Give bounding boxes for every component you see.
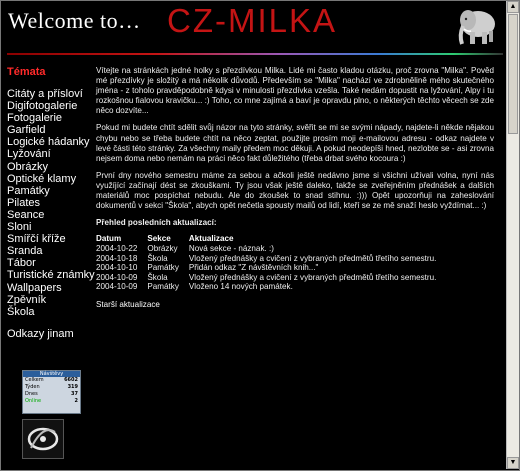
- counter-value: 319: [67, 384, 78, 390]
- counter-label: Online: [25, 398, 42, 404]
- counter-row: [23, 384, 80, 391]
- updates-title: Přehled posledních aktualizací:: [96, 218, 217, 228]
- counter-label: Týden: [25, 384, 40, 390]
- sidebar-item[interactable]: Lyžování: [7, 148, 51, 161]
- update-date: 2004-10-09: [96, 272, 138, 282]
- sidebar-item[interactable]: Fotogalerie: [7, 112, 63, 125]
- update-section: Památky: [147, 263, 179, 273]
- sidebar-item[interactable]: Logické hádanky: [7, 136, 90, 149]
- sidebar-item[interactable]: Smířčí kříže: [7, 233, 66, 246]
- table-row: [96, 254, 446, 264]
- updates-header-row: [96, 234, 446, 244]
- header-divider: [7, 53, 503, 55]
- update-date: 2004-10-22: [96, 243, 138, 253]
- scrollbar-thumb[interactable]: [508, 14, 518, 134]
- intro-paragraph: Vítejte na stránkách jedné holky s přezdívkou Milka. Lidé mi často kladou otázku, proč zrovna "Milka". Pověd mé přezdívky je složitý a má několik důvodů. Především se "Milka" nachází ve zdrobnělině mého skutečného jména - z toholo pravděpodobně kdysi v minulosti přezdívka vzešla. Také nedám dopustit na lyžování, Alpy i tu rozkošnou fialovou kravičku... :) Toho, co mne zajímá a baví je opravdu plno, o některých těchto věcech se zde něco dozvíte...: [96, 66, 494, 116]
- column-update: Aktualizace: [188, 234, 234, 244]
- update-date: 2004-10-09: [96, 282, 138, 292]
- counter-row: [23, 377, 80, 384]
- vertical-scrollbar[interactable]: [506, 1, 519, 469]
- sidebar-item[interactable]: Sloni: [7, 221, 32, 234]
- elephant-icon: [455, 2, 501, 46]
- sidebar-item[interactable]: Optické klamy: [7, 172, 77, 185]
- table-row: [96, 263, 446, 273]
- sidebar-item[interactable]: Sranda: [7, 245, 43, 258]
- counter-rows: [23, 377, 80, 405]
- scroll-up-arrow-icon[interactable]: ▲: [507, 1, 519, 13]
- welcome-heading: Welcome to…: [8, 8, 141, 33]
- sidebar-item[interactable]: Wallpapers: [7, 281, 62, 294]
- column-date: Datum: [96, 234, 122, 244]
- table-row: [96, 282, 446, 292]
- table-row: [96, 244, 446, 254]
- sidebar-item[interactable]: Zpěvník: [7, 293, 47, 306]
- sidebar-item[interactable]: Digifotogalerie: [7, 100, 78, 113]
- sidebar-item[interactable]: Seance: [7, 208, 45, 221]
- update-text: Vložený přednášky a cvičení z vybraných předmětů třetího semestru.: [188, 253, 437, 263]
- sidebar-item[interactable]: Obrázky: [7, 160, 48, 173]
- visitor-counter: [22, 370, 81, 414]
- counter-value: 6602: [64, 377, 78, 383]
- update-text: Nová sekce - náznak. :): [188, 243, 274, 253]
- sidebar-nav: [7, 88, 95, 318]
- column-section: Sekce: [147, 234, 171, 244]
- table-row: [96, 273, 446, 283]
- sidebar-item[interactable]: Pilates: [7, 196, 41, 209]
- main-content: [96, 66, 494, 310]
- counter-value: 2: [74, 398, 78, 404]
- counter-title: Návštěvy: [23, 371, 80, 377]
- counter-row: [23, 391, 80, 398]
- update-text: Přidán odkaz "Z návštěvních knih...": [188, 263, 319, 273]
- sidebar-item[interactable]: Památky: [7, 184, 50, 197]
- site-logo-icon[interactable]: [22, 419, 64, 459]
- sidebar-item[interactable]: Turistické známky: [7, 269, 95, 282]
- update-section: Škola: [147, 253, 168, 263]
- external-links-link[interactable]: Odkazy jinam: [7, 327, 74, 340]
- contact-paragraph: Pokud mi budete chtít sdělit svůj názor na tyto stránky, svěřit se mi se svými nápady, najdete-li někde nějakou chybu nebo se třeba budete chtít na něco zeptat, použijte prosím moji e-mailovou adresu - odkaz najdete v levé části této stránky. Za všechny maily předem moc děkuji. A pokud neodepíši hned, nezlobte se - asi zrovna nejsem doma nebo nemám na práci něco fakt důležitého (třeba drbat svého kocoura :): [96, 123, 494, 163]
- sidebar-item[interactable]: Tábor: [7, 257, 36, 270]
- update-section: Památky: [147, 282, 179, 292]
- updates-table: [96, 234, 446, 292]
- update-section: Škola: [147, 272, 168, 282]
- update-date: 2004-10-18: [96, 253, 138, 263]
- site-brand-title: CZ-MILKA: [167, 2, 338, 39]
- older-updates-link[interactable]: Starší aktualizace: [96, 299, 160, 309]
- counter-label: Dnes: [25, 391, 38, 397]
- counter-value: 37: [71, 391, 78, 397]
- sidebar-item[interactable]: Citáty a přísloví: [7, 88, 83, 100]
- sidebar-title: Témata: [7, 66, 46, 78]
- update-text: Vložený přednášky a cvičení z vybraných předmětů třetího semestru.: [188, 272, 437, 282]
- update-text: Vloženo 14 nových památek.: [188, 282, 293, 292]
- semester-paragraph: První dny nového semestru máme za sebou a ačkoli ještě nedávno jsme si všichni užívali volna, nyní nás využíjící začínají dést se zkouškami. Ty jsou však ještě daleko, takže se zveřejněním přednášek a dalších materiálů moc pospíchat nebudu. Ale do zkoušek to snad stihnu. :))) Opět upozorňuji na zaheslování dokumentů v sekci "Škola", abych opět nečetla spousty mailů od lidí, kteří se ze mě snaží heslo vyždímat... :): [96, 170, 494, 211]
- counter-row: [23, 398, 80, 405]
- sidebar: [7, 66, 95, 340]
- scroll-down-arrow-icon[interactable]: ▼: [507, 457, 519, 469]
- counter-label: Celkem: [25, 377, 44, 383]
- update-date: 2004-10-10: [96, 263, 138, 273]
- sidebar-item[interactable]: Garfield: [7, 124, 46, 137]
- update-section: Obrázky: [147, 243, 178, 253]
- sidebar-item[interactable]: Škola: [7, 305, 35, 318]
